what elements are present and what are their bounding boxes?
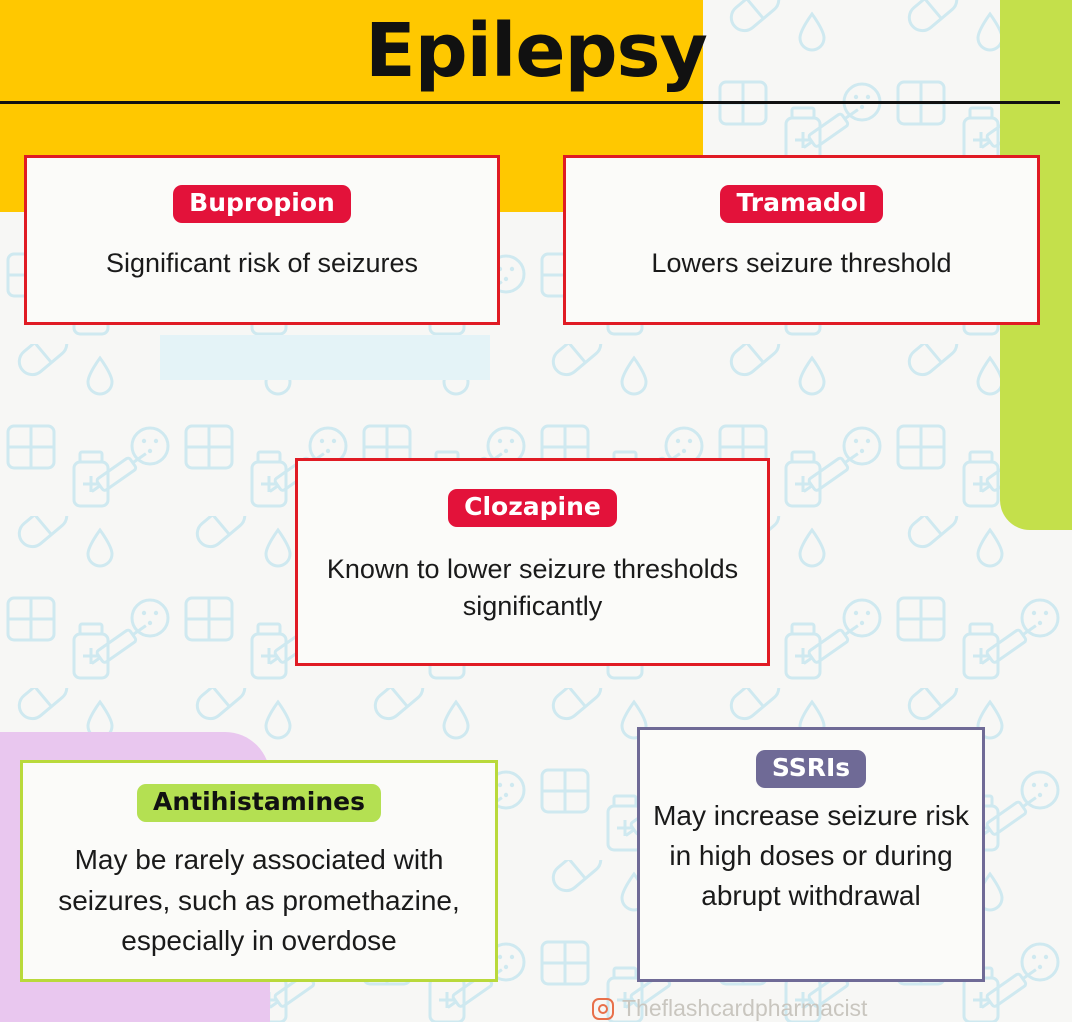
card-label-bupropion: Bupropion (173, 185, 351, 223)
card-label-antihistamines: Antihistamines (137, 784, 381, 822)
card-label-clozapine: Clozapine (448, 489, 617, 527)
card-clozapine (295, 458, 770, 666)
title-divider (0, 101, 1060, 104)
instagram-icon (592, 998, 614, 1020)
card-bupropion (24, 155, 500, 325)
card-body-ssris: May increase seizure risk in high doses or during abrupt withdrawal (653, 800, 969, 911)
card-body-bupropion: Significant risk of seizures (105, 248, 419, 279)
card-ssris (637, 727, 985, 982)
watermark (592, 995, 867, 1022)
card-body-clozapine: Known to lower seizure thresholds significantly (326, 554, 739, 621)
teal-accent-swatch (160, 335, 490, 380)
card-antihistamines (20, 760, 498, 982)
page-title: Epilepsy (365, 8, 707, 94)
watermark-handle: Theflashcardpharmacist (622, 995, 868, 1021)
card-body-antihistamines: May be rarely associated with seizures, such as promethazine, especially in overdose (58, 844, 460, 957)
card-tramadol (563, 155, 1040, 325)
card-label-tramadol: Tramadol (720, 185, 882, 223)
card-body-tramadol: Lowers seizure threshold (651, 248, 952, 279)
card-label-ssris: SSRIs (756, 750, 866, 788)
